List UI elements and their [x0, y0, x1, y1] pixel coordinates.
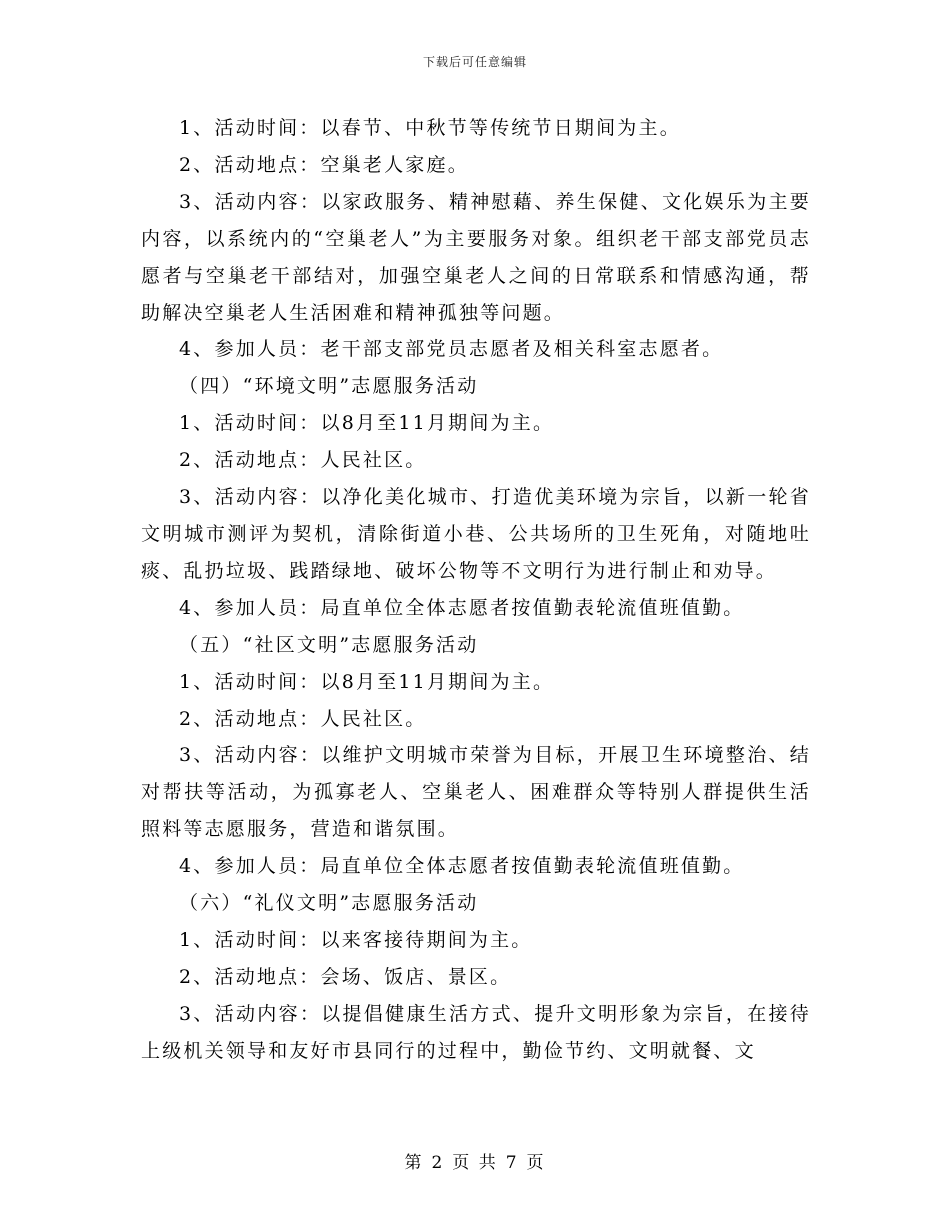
paragraph: 1、活动时间：以春节、中秋节等传统节日期间为主。 [179, 117, 681, 139]
paragraph: 4、参加人员：局直单位全体志愿者按值勤表轮流值班值勤。 [179, 855, 745, 878]
paragraph: 2、活动地点：会场、饭店、景区。 [179, 965, 512, 988]
paragraph: 2、活动地点：人民社区。 [179, 707, 427, 730]
paragraph: 3、活动内容：以提倡健康生活方式、提升文明形象为宗旨，在接待上级机关领导和友好市县同行的过程中，勤俭节约、文明就餐、文 [141, 1002, 811, 1062]
paragraph: 3、活动内容：以净化美化城市、打造优美环境为宗旨，以新一轮省文明城市测评为契机，清除街道小巷、公共场所的卫生死角，对随地吐痰、乱扔垃圾、践踏绿地、破坏公物等不文明行为进行制止和劝导。 [141, 486, 811, 582]
page-header: 下载后可任意编辑 [422, 55, 527, 69]
footer-middle: 页 共 [452, 1153, 498, 1173]
paragraph: 2、活动地点：人民社区。 [179, 449, 427, 472]
page-footer [0, 1148, 950, 1173]
paragraph: 1、活动时间：以8月至11月期间为主。 [179, 412, 555, 435]
paragraph: 2、活动地点：空巢老人家庭。 [179, 153, 469, 176]
paragraph: 3、活动内容：以维护文明城市荣誉为目标，开展卫生环境整治、结对帮扶等活动，为孤寡老人、空巢老人、困难群众等特别人群提供生活照料等志愿服务，营造和谐氛围。 [141, 744, 811, 841]
paragraph: 4、参加人员：局直单位全体志愿者按值勤表轮流值班值勤。 [179, 596, 745, 619]
paragraph: 1、活动时间：以来客接待期间为主。 [179, 928, 533, 951]
footer-page-number: 2 [431, 1153, 445, 1173]
footer-total-pages: 7 [505, 1153, 519, 1173]
document-body [141, 110, 811, 1070]
section-heading: （六）“礼仪文明”志愿服务活动 [179, 892, 479, 915]
paragraph: 4、参加人员：老干部支部党员志愿者及相关科室志愿者。 [179, 338, 724, 361]
footer-suffix: 页 [526, 1153, 546, 1173]
section-heading: （五）“社区文明”志愿服务活动 [179, 633, 479, 656]
section-heading: （四）“环境文明”志愿服务活动 [179, 375, 479, 398]
footer-prefix: 第 [404, 1153, 424, 1173]
paragraph: 1、活动时间：以8月至11月期间为主。 [179, 670, 555, 693]
paragraph: 3、活动内容：以家政服务、精神慰藉、养生保健、文化娱乐为主要内容，以系统内的“空巢老人”为主要服务对象。组织老干部支部党员志愿者与空巢老干部结对，加强空巢老人之间的日常联系和情感沟通，帮助解决空巢老人生活困难和精神孤独等问题。 [141, 190, 811, 324]
